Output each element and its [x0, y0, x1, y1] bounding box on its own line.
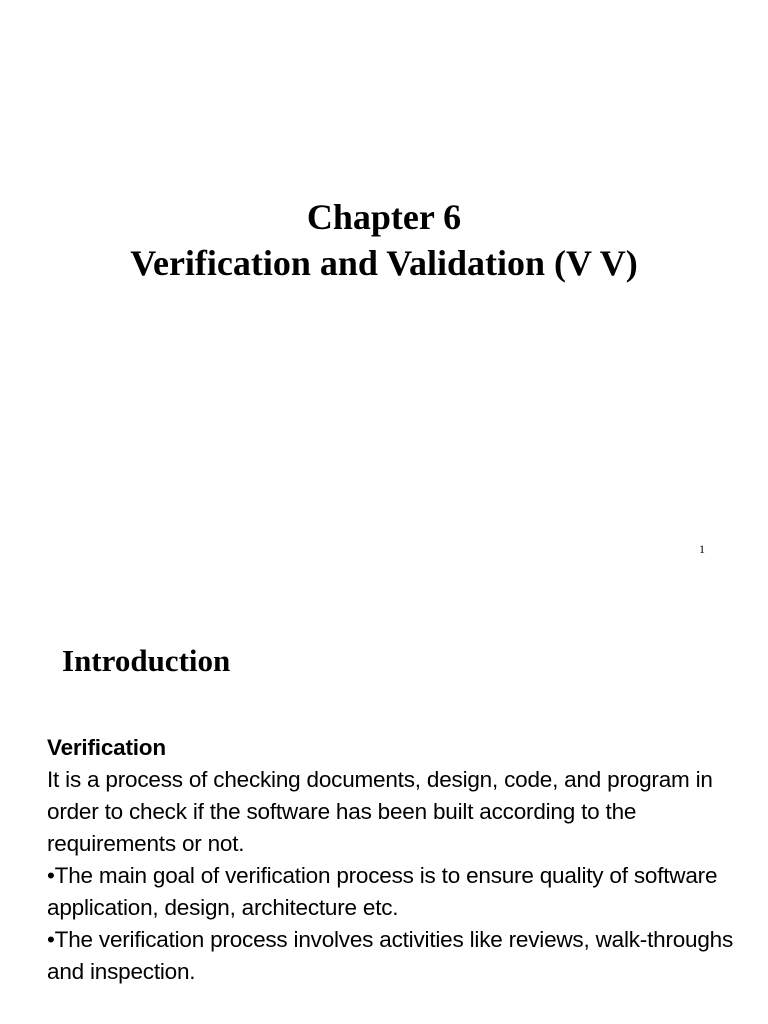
section-heading: Introduction [62, 643, 231, 678]
bullet-item: •The main goal of verification process is to ensure quality of software application, design, architecture etc. [47, 863, 718, 920]
slide-title [0, 194, 768, 286]
term-heading: Verification [47, 735, 166, 760]
slide-body [47, 732, 747, 988]
title-line-1: Chapter 6 [306, 197, 462, 237]
bullet-item: •The verification process involves activities like reviews, walk-throughs and inspection. [47, 927, 734, 984]
page-number: 1 [699, 542, 705, 556]
definition-paragraph: It is a process of checking documents, design, code, and program in order to check if the software has been built according to the requirements or not. [47, 767, 713, 856]
title-line-2: Verification and Validation (V V) [130, 243, 638, 283]
